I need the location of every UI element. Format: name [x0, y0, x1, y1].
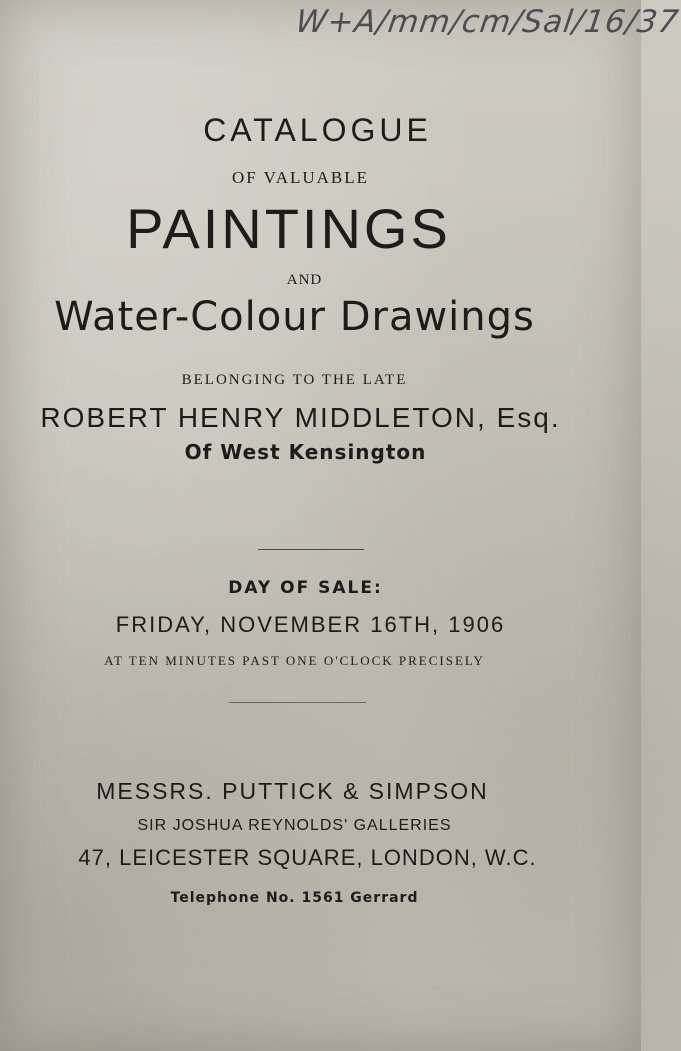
paintings-heading: PAINTINGS	[126, 197, 451, 260]
belonging-text: BELONGING TO THE LATE	[181, 372, 408, 388]
day-of-sale-heading: DAY OF SALE:	[228, 578, 383, 598]
owner-name: ROBERT HENRY MIDDLETON, Esq.	[40, 402, 561, 433]
gallery-address: 47, LEICESTER SQUARE, LONDON, W.C.	[78, 845, 537, 870]
owner-location: Of West Kensington	[184, 440, 427, 464]
watercolour-heading: Water-Colour Drawings	[54, 294, 535, 340]
sale-time: AT TEN MINUTES PAST ONE O'CLOCK PRECISELY	[104, 653, 485, 668]
gallery-name: SIR JOSHUA REYNOLDS' GALLERIES	[137, 817, 452, 834]
sale-date: FRIDAY, NOVEMBER 16TH, 1906	[115, 612, 506, 637]
telephone-number: Telephone No. 1561 Gerrard	[170, 890, 419, 906]
of-valuable-text: OF VALUABLE	[231, 168, 370, 187]
catalogue-heading: CATALOGUE	[203, 112, 432, 148]
auctioneer-firm: MESSRS. PUTTICK & SIMPSON	[96, 778, 489, 804]
and-text: AND	[286, 272, 323, 288]
divider-rule	[258, 549, 364, 550]
divider-rule	[229, 702, 366, 703]
handwritten-reference: W+A/mm/cm/Sal/16/37	[293, 4, 681, 40]
